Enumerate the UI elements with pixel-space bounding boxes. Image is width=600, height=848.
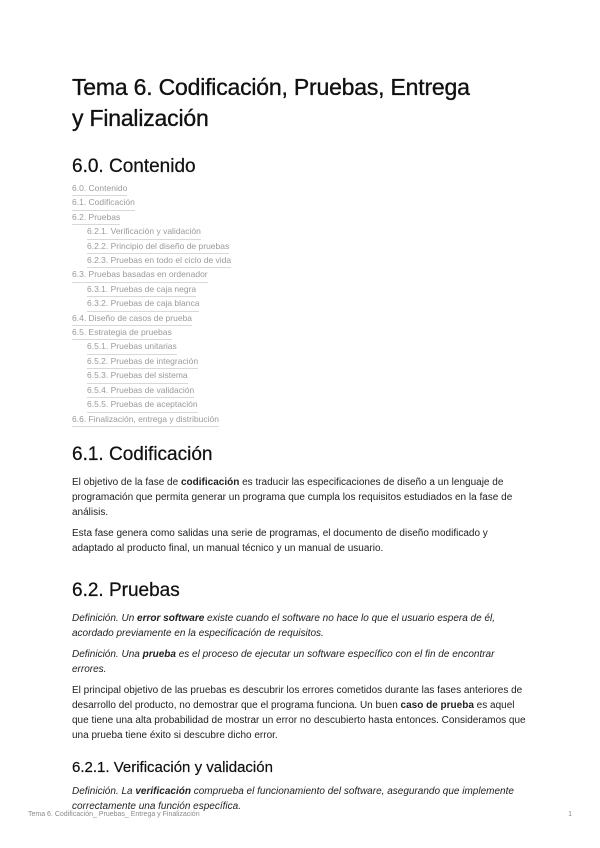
text-run: Definición. La	[72, 785, 136, 797]
toc-link[interactable]: 6.2.2. Principio del diseño de pruebas	[87, 240, 229, 254]
definition-prueba	[72, 647, 528, 677]
text-run: es aquel que tiene una alta probabilidad de mostrar un error no descubierto hasta entonces. Consideramos que una prueba tiene éxito si descubre dicho error.	[72, 699, 526, 741]
text-run: existe cuando el software no hace lo que el usuario espera de él, acordado previamente en la especificación de requisitos.	[72, 612, 496, 639]
page-footer	[28, 811, 572, 818]
text-run: Definición. Una	[72, 648, 143, 660]
section-6-2-1-heading: 6.2.1. Verificación y validación	[72, 758, 273, 776]
bold-term-caso-de-prueba: caso de prueba	[400, 699, 474, 711]
text-run: El objetivo de la fase de	[72, 476, 181, 488]
section-6-1-paragraph-1	[72, 475, 528, 520]
toc-link[interactable]: 6.2.1. Verificación y validación	[87, 225, 201, 239]
footer-document-title: Tema 6. Codificación_ Pruebas_ Entrega y Finalización	[28, 811, 200, 818]
toc-link[interactable]: 6.5.1. Pruebas unitarias	[87, 340, 177, 354]
toc-link[interactable]: 6.2. Pruebas	[72, 211, 120, 225]
document-title	[72, 72, 528, 134]
toc-link[interactable]: 6.3.2. Pruebas de caja blanca	[87, 297, 199, 311]
definition-verificacion	[72, 784, 528, 814]
title-line-2: y Finalización	[72, 105, 209, 131]
text-run: El principal objetivo de las pruebas es descubrir los errores cometidos durante las fases anteriores de desarrollo del producto, no demostrar que el programa funciona. Un buen	[72, 684, 523, 711]
toc-link[interactable]: 6.5.3. Pruebas del sistema	[87, 369, 188, 383]
toc-link[interactable]: 6.3.1. Pruebas de caja negra	[87, 283, 196, 297]
toc-link[interactable]: 6.5.4. Pruebas de validación	[87, 384, 194, 398]
title-line-1: Tema 6. Codificación, Pruebas, Entrega	[72, 74, 470, 100]
section-6-2-paragraph	[72, 683, 528, 743]
toc-link[interactable]: 6.6. Finalización, entrega y distribución	[72, 413, 219, 427]
toc-heading: 6.0. Contenido	[72, 156, 196, 177]
section-6-1-paragraph-2: Esta fase genera como salidas una serie de programas, el documento de diseño modificado y adaptado al producto final, un manual técnico y un manual de usuario.	[72, 527, 488, 554]
toc-link[interactable]: 6.5. Estrategia de pruebas	[72, 326, 172, 340]
bold-term-prueba: prueba	[142, 648, 176, 660]
text-run: es traducir las especificaciones de diseño a un lenguaje de programación que permita generar un programa que cumpla los requisitos estudiados en la fase de análisis.	[72, 476, 513, 518]
text-run: Definición. Un	[72, 612, 138, 624]
toc-link[interactable]: 6.1. Codificación	[72, 196, 135, 210]
toc-link[interactable]: 6.5.5. Pruebas de aceptación	[87, 398, 198, 412]
definition-error-software	[72, 611, 528, 641]
toc-link[interactable]: 6.2.3. Pruebas en todo el ciclo de vida	[87, 254, 231, 268]
section-6-1-heading: 6.1. Codificación	[72, 443, 213, 465]
bold-term-verificacion: verificación	[135, 785, 191, 797]
section-6-2-heading: 6.2. Pruebas	[72, 579, 180, 601]
bold-term-error-software: error software	[137, 612, 205, 624]
footer-page-number: 1	[568, 811, 572, 818]
toc-link[interactable]: 6.3. Pruebas basadas en ordenador	[72, 268, 208, 282]
bold-term-codificacion: codificación	[180, 476, 240, 488]
toc-link[interactable]: 6.5.2. Pruebas de integración	[87, 355, 198, 369]
toc-link[interactable]: 6.4. Diseño de casos de prueba	[72, 312, 192, 326]
document-page	[72, 72, 528, 814]
text-run: es el proceso de ejecutar un software específico con el fin de encontrar errores.	[72, 648, 495, 675]
table-of-contents	[72, 182, 528, 427]
text-run: comprueba el funcionamiento del software, asegurando que implemente correctamente una función específica.	[72, 785, 514, 812]
toc-link[interactable]: 6.0. Contenido	[72, 182, 127, 196]
